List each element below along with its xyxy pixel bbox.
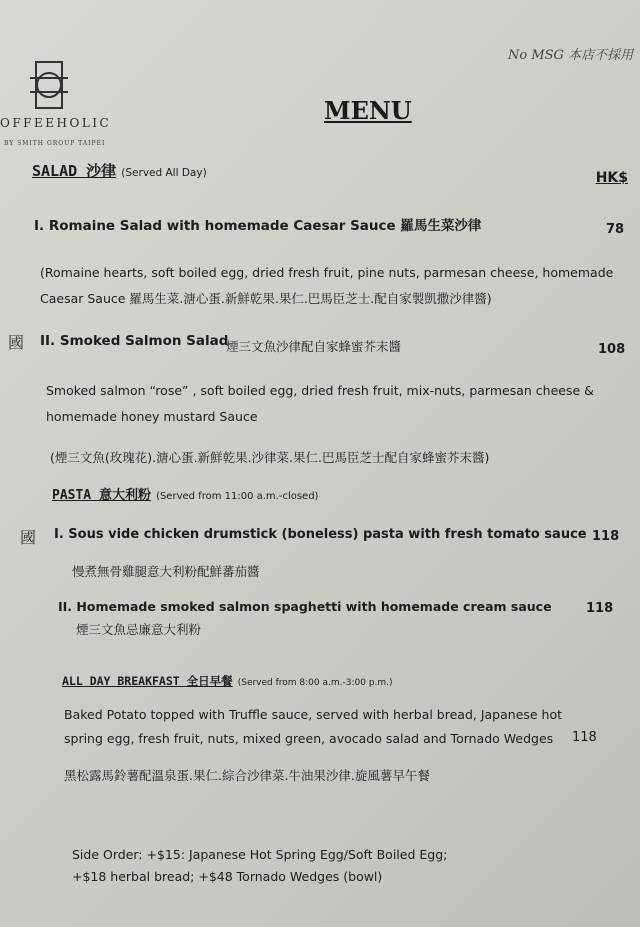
salad-item-2-name: II. Smoked Salmon Salad	[40, 333, 229, 349]
breakfast-desc-cn: 黑松露馬鈴薯配溫泉蛋.果仁.綜合沙律菜.牛油果沙律.旋風薯早午餐	[64, 768, 430, 783]
breakfast-header	[62, 670, 393, 689]
breakfast-desc-2: spring egg, fresh fruit, nuts, mixed green, avocado salad and Tornado Wedges	[64, 731, 554, 746]
salad-item-2-name-cn: 煙三文魚沙律配自家蜂蜜芥末醬	[226, 339, 402, 354]
currency-label: HK$	[595, 170, 628, 186]
page-title: MENU	[324, 96, 412, 125]
brand-subtitle: BY SMITH GROUP TAIPEI	[4, 140, 106, 147]
pasta-item-1-name-cn: 慢煮無骨雞腿意大利粉配鮮蕃茄醬	[72, 564, 260, 579]
salad-item-1-price: 78	[606, 222, 625, 237]
side-order-line-1: Side Order: +$15: Japanese Hot Spring Egg/Soft Boiled Egg;	[72, 847, 448, 862]
salad-item-2-price: 108	[598, 342, 626, 357]
breakfast-price: 118	[572, 730, 597, 745]
salad-item-1-desc-2: Caesar Sauce 羅馬生菜.溏心蛋.新鮮乾果.果仁.巴馬臣芝士.配自家製凱撒沙律醬)	[40, 291, 492, 306]
mark-icon: 國	[8, 333, 25, 352]
salad-header	[32, 160, 207, 181]
side-order-line-2: +$18 herbal bread; +$48 Tornado Wedges (bowl)	[72, 869, 383, 884]
pasta-heading: PASTA 意大利粉	[52, 488, 151, 503]
pasta-header	[52, 484, 318, 503]
salad-item-1-desc-1: (Romaine hearts, soft boiled egg, dried fresh fruit, pine nuts, parmesan cheese, homemade	[40, 265, 614, 280]
mark-icon: 國	[20, 528, 37, 547]
salad-item-1-name: I. Romaine Salad with homemade Caesar Sauce 羅馬生菜沙律	[34, 218, 482, 234]
pasta-item-2-price: 118	[586, 601, 614, 616]
pasta-item-1-price: 118	[592, 529, 620, 544]
no-msg-notice: No MSG 本店不採用	[508, 48, 634, 63]
breakfast-heading: ALL DAY BREAKFAST 全日早餐	[62, 674, 233, 688]
salad-item-2-desc-2: homemade honey mustard Sauce	[46, 409, 258, 424]
salad-item-2-desc-cn: (煙三文魚(玫瑰花).溏心蛋.新鮮乾果.沙律菜.果仁.巴馬臣芝士配自家蜂蜜芥末醬)	[50, 450, 490, 465]
salad-heading: SALAD 沙律	[32, 162, 117, 180]
salad-item-2-desc-1: Smoked salmon “rose” , soft boiled egg, dried fresh fruit, mix-nuts, parmesan cheese &	[46, 383, 594, 398]
pasta-item-1-name: I. Sous vide chicken drumstick (boneless) pasta with fresh tomato sauce	[54, 527, 587, 542]
pasta-note: (Served from 11:00 a.m.-closed)	[156, 491, 319, 502]
pasta-item-2-name-cn: 煙三文魚忌廉意大利粉	[76, 622, 202, 637]
brand-name: OFFEEHOLIC	[0, 116, 112, 130]
pasta-item-2-name: II. Homemade smoked salmon spaghetti with homemade cream sauce	[58, 599, 552, 614]
breakfast-desc-1: Baked Potato topped with Truffle sauce, served with herbal bread, Japanese hot	[64, 707, 563, 722]
breakfast-note: (Served from 8:00 a.m.-3:00 p.m.)	[237, 678, 393, 688]
salad-note: (Served All Day)	[121, 167, 207, 179]
coffeeholic-logo	[28, 60, 70, 110]
